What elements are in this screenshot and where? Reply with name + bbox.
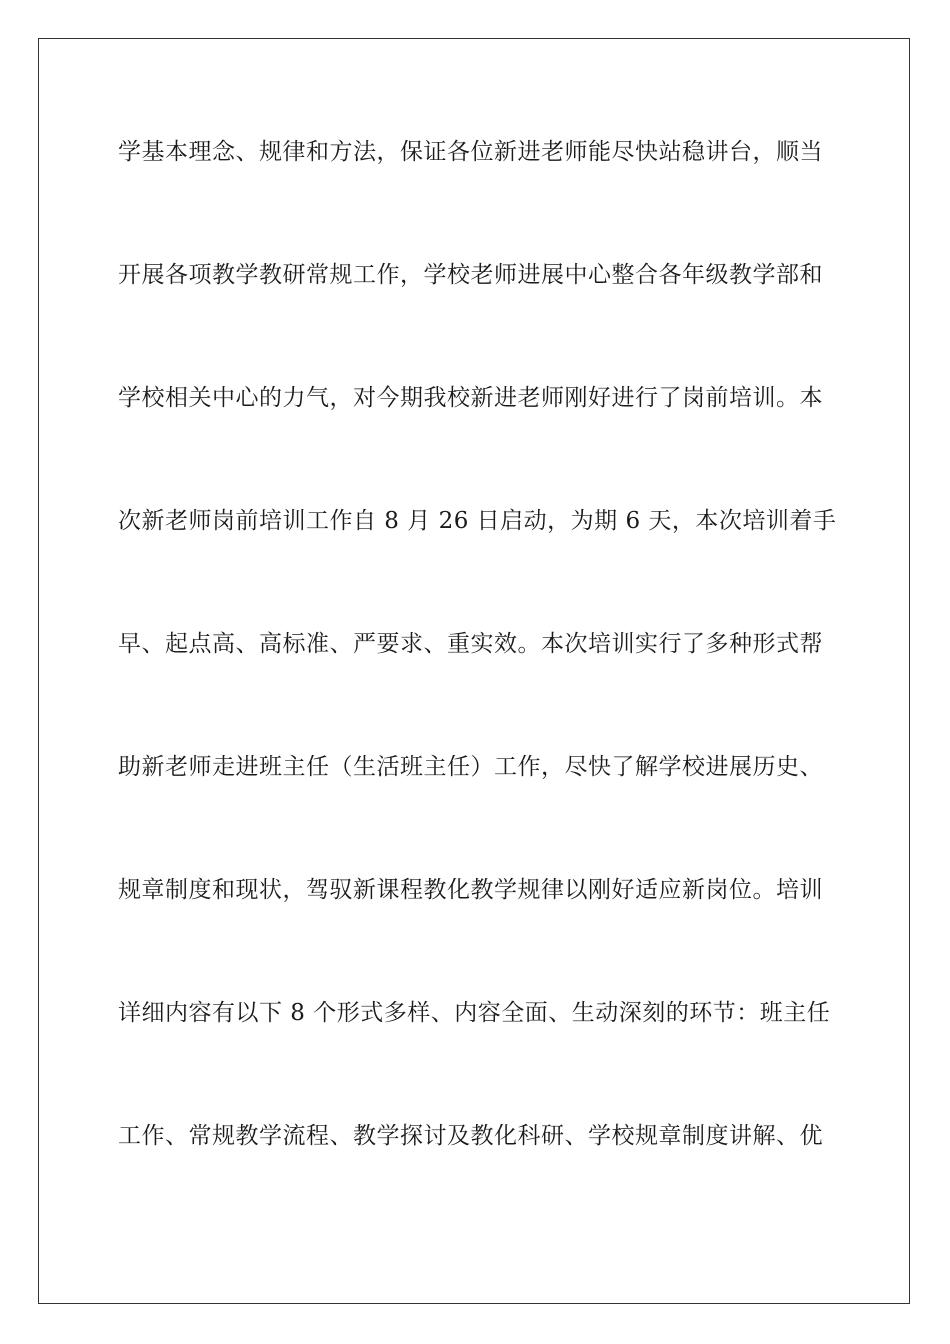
- paragraph-line: 详细内容有以下 8 个形式多样、内容全面、生动深刻的环节：班主任: [118, 1000, 831, 1026]
- paragraph-line: 开展各项教学教研常规工作，学校老师进展中心整合各年级教学部和: [118, 262, 823, 288]
- paragraph-line: 次新老师岗前培训工作自 8 月 26 日启动，为期 6 天，本次培训着手: [118, 508, 837, 534]
- paragraph-line: 早、起点高、高标准、严要求、重实效。本次培训实行了多种形式帮: [118, 631, 823, 657]
- paragraph-line: 学基本理念、规律和方法，保证各位新进老师能尽快站稳讲台，顺当: [118, 139, 823, 165]
- paragraph-line: 工作、常规教学流程、教学探讨及教化科研、学校规章制度讲解、优: [118, 1123, 823, 1149]
- paragraph-line: 规章制度和现状，驾驭新课程教化教学规律以刚好适应新岗位。培训: [118, 877, 823, 903]
- paragraph-line: 助新老师走进班主任（生活班主任）工作，尽快了解学校进展历史、: [118, 754, 823, 780]
- document-body: [118, 127, 837, 1234]
- paragraph-line: 学校相关中心的力气，对今期我校新进老师刚好进行了岗前培训。本: [118, 385, 823, 411]
